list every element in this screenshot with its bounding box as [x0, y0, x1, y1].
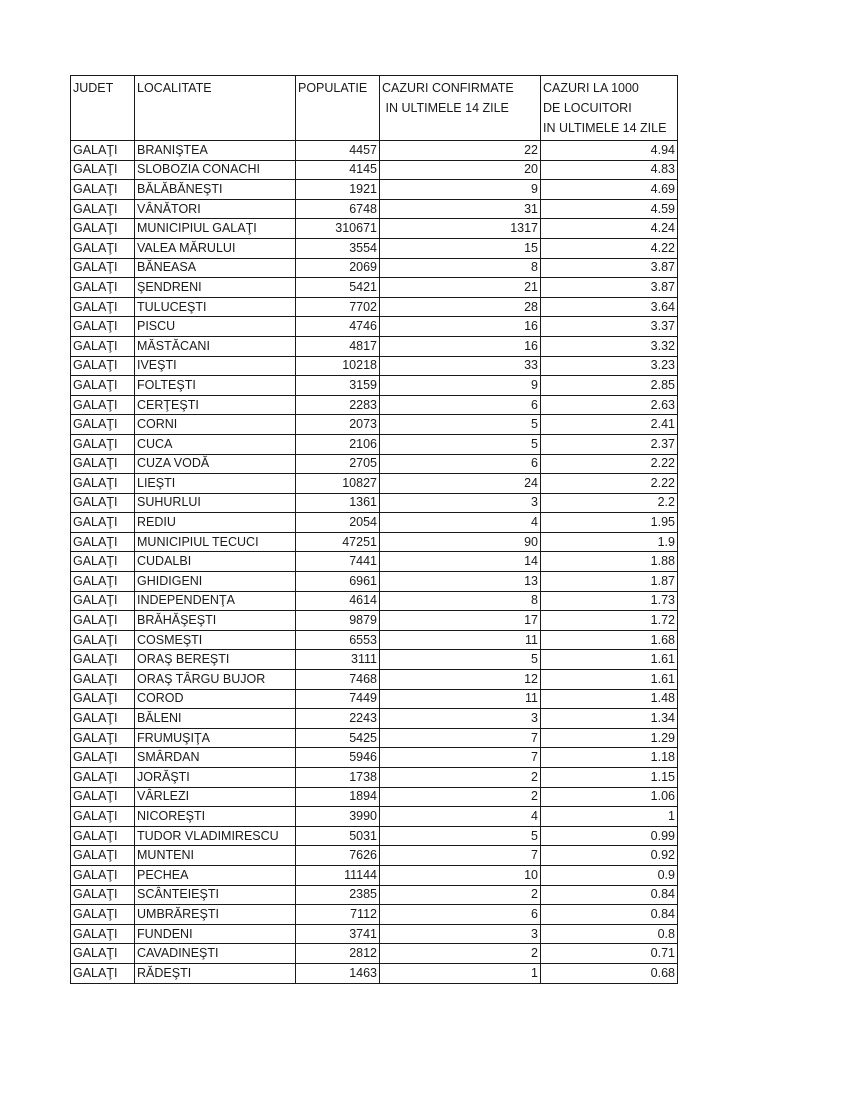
cell-judet: GALAŢI	[71, 454, 135, 474]
table-row	[71, 532, 678, 552]
cell-populatie: 3741	[296, 924, 380, 944]
cell-populatie: 2385	[296, 885, 380, 905]
cell-populatie: 6553	[296, 630, 380, 650]
cell-judet: GALAŢI	[71, 846, 135, 866]
table-row	[71, 395, 678, 415]
table-row	[71, 905, 678, 925]
table-row	[71, 238, 678, 258]
cell-populatie: 6961	[296, 572, 380, 592]
cell-populatie: 7626	[296, 846, 380, 866]
table-row	[71, 160, 678, 180]
table-row	[71, 787, 678, 807]
cell-cazuri: 16	[380, 336, 541, 356]
cell-rata: 2.41	[541, 415, 678, 435]
cell-cazuri: 6	[380, 905, 541, 925]
table-row	[71, 885, 678, 905]
cell-localitate: NICOREŞTI	[135, 807, 296, 827]
cell-cazuri: 31	[380, 199, 541, 219]
cell-cazuri: 14	[380, 552, 541, 572]
cell-judet: GALAŢI	[71, 611, 135, 631]
cell-cazuri: 17	[380, 611, 541, 631]
cell-localitate: SCÂNTEIEŞTI	[135, 885, 296, 905]
cell-rata: 0.71	[541, 944, 678, 964]
table-row	[71, 846, 678, 866]
cell-cazuri: 12	[380, 670, 541, 690]
cell-rata: 1.29	[541, 728, 678, 748]
cell-judet: GALAŢI	[71, 336, 135, 356]
cell-judet: GALAŢI	[71, 944, 135, 964]
cell-cazuri: 15	[380, 238, 541, 258]
cell-judet: GALAŢI	[71, 415, 135, 435]
cell-cazuri: 21	[380, 278, 541, 298]
table-row	[71, 650, 678, 670]
header-rata	[541, 76, 678, 141]
cell-cazuri: 28	[380, 297, 541, 317]
table-row	[71, 709, 678, 729]
cell-populatie: 7468	[296, 670, 380, 690]
cell-judet: GALAŢI	[71, 493, 135, 513]
cell-populatie: 2812	[296, 944, 380, 964]
cell-rata: 4.22	[541, 238, 678, 258]
cell-judet: GALAŢI	[71, 787, 135, 807]
cell-cazuri: 90	[380, 532, 541, 552]
table-row	[71, 826, 678, 846]
cell-cazuri: 9	[380, 376, 541, 396]
cell-populatie: 2243	[296, 709, 380, 729]
cell-judet: GALAŢI	[71, 434, 135, 454]
cell-judet: GALAŢI	[71, 826, 135, 846]
table-row	[71, 572, 678, 592]
cell-rata: 1.88	[541, 552, 678, 572]
table-row	[71, 924, 678, 944]
cell-judet: GALAŢI	[71, 689, 135, 709]
table-row	[71, 415, 678, 435]
cell-cazuri: 2	[380, 787, 541, 807]
cell-localitate: LIEŞTI	[135, 474, 296, 494]
cell-judet: GALAŢI	[71, 572, 135, 592]
cell-judet: GALAŢI	[71, 513, 135, 533]
cell-rata: 2.63	[541, 395, 678, 415]
cell-localitate: FUNDENI	[135, 924, 296, 944]
cell-populatie: 7702	[296, 297, 380, 317]
cell-populatie: 4457	[296, 141, 380, 161]
cell-localitate: COROD	[135, 689, 296, 709]
cell-cazuri: 16	[380, 317, 541, 337]
cell-cazuri: 8	[380, 258, 541, 278]
header-judet-label: JUDET	[73, 81, 114, 95]
header-row	[71, 76, 678, 141]
cell-rata: 4.83	[541, 160, 678, 180]
table-row	[71, 591, 678, 611]
cell-populatie: 11144	[296, 865, 380, 885]
cell-rata: 0.9	[541, 865, 678, 885]
cell-localitate: MUNICIPIUL TECUCI	[135, 532, 296, 552]
cell-cazuri: 22	[380, 141, 541, 161]
cell-rata: 1.72	[541, 611, 678, 631]
cell-rata: 0.84	[541, 905, 678, 925]
cell-cazuri: 7	[380, 846, 541, 866]
table-row	[71, 670, 678, 690]
table-row	[71, 493, 678, 513]
table-row	[71, 434, 678, 454]
cell-cazuri: 1317	[380, 219, 541, 239]
cell-populatie: 7441	[296, 552, 380, 572]
cell-localitate: ORAŞ TÂRGU BUJOR	[135, 670, 296, 690]
cell-localitate: COSMEŞTI	[135, 630, 296, 650]
cell-rata: 1.48	[541, 689, 678, 709]
table-row	[71, 865, 678, 885]
cell-populatie: 5946	[296, 748, 380, 768]
cell-rata: 2.2	[541, 493, 678, 513]
cell-cazuri: 6	[380, 454, 541, 474]
cell-rata: 1.61	[541, 650, 678, 670]
cell-cazuri: 9	[380, 180, 541, 200]
cell-populatie: 2054	[296, 513, 380, 533]
cell-localitate: JORĂŞTI	[135, 768, 296, 788]
cell-localitate: ORAŞ BEREŞTI	[135, 650, 296, 670]
cell-cazuri: 5	[380, 434, 541, 454]
cell-rata: 3.37	[541, 317, 678, 337]
header-cazuri	[380, 76, 541, 141]
cell-localitate: CUDALBI	[135, 552, 296, 572]
cell-localitate: CUCA	[135, 434, 296, 454]
cell-judet: GALAŢI	[71, 552, 135, 572]
cell-populatie: 1738	[296, 768, 380, 788]
cell-judet: GALAŢI	[71, 278, 135, 298]
cell-localitate: CUZA VODĂ	[135, 454, 296, 474]
cell-populatie: 1463	[296, 963, 380, 983]
cell-localitate: BĂLENI	[135, 709, 296, 729]
cell-rata: 1.95	[541, 513, 678, 533]
cell-judet: GALAŢI	[71, 199, 135, 219]
cell-localitate: INDEPENDENŢA	[135, 591, 296, 611]
cell-rata: 4.24	[541, 219, 678, 239]
cell-localitate: VALEA MĂRULUI	[135, 238, 296, 258]
cell-judet: GALAŢI	[71, 885, 135, 905]
cell-populatie: 1921	[296, 180, 380, 200]
table-row	[71, 219, 678, 239]
table-row	[71, 180, 678, 200]
cell-cazuri: 2	[380, 885, 541, 905]
table-row	[71, 944, 678, 964]
cell-populatie: 10218	[296, 356, 380, 376]
cell-populatie: 5425	[296, 728, 380, 748]
header-cazuri-line2: IN ULTIMELE 14 ZILE	[382, 101, 509, 115]
cell-rata: 3.87	[541, 258, 678, 278]
header-localitate	[135, 76, 296, 141]
cell-judet: GALAŢI	[71, 728, 135, 748]
header-judet	[71, 76, 135, 141]
cell-populatie: 4817	[296, 336, 380, 356]
table-row	[71, 728, 678, 748]
cell-rata: 3.87	[541, 278, 678, 298]
cell-localitate: ŞENDRENI	[135, 278, 296, 298]
cell-rata: 1.73	[541, 591, 678, 611]
cell-localitate: REDIU	[135, 513, 296, 533]
cell-rata: 0.92	[541, 846, 678, 866]
table-row	[71, 356, 678, 376]
cell-judet: GALAŢI	[71, 670, 135, 690]
cell-populatie: 7112	[296, 905, 380, 925]
table-row	[71, 454, 678, 474]
table-row	[71, 963, 678, 983]
cell-rata: 1.18	[541, 748, 678, 768]
cell-rata: 4.94	[541, 141, 678, 161]
cell-cazuri: 7	[380, 728, 541, 748]
cell-populatie: 9879	[296, 611, 380, 631]
cell-rata: 0.8	[541, 924, 678, 944]
cell-populatie: 2073	[296, 415, 380, 435]
header-cazuri-line1: CAZURI CONFIRMATE	[382, 81, 514, 95]
cell-populatie: 2705	[296, 454, 380, 474]
cell-rata: 1.87	[541, 572, 678, 592]
cell-populatie: 1361	[296, 493, 380, 513]
cell-cazuri: 3	[380, 709, 541, 729]
cell-populatie: 3159	[296, 376, 380, 396]
cell-localitate: SUHURLUI	[135, 493, 296, 513]
cell-judet: GALAŢI	[71, 865, 135, 885]
cell-judet: GALAŢI	[71, 591, 135, 611]
cell-populatie: 47251	[296, 532, 380, 552]
cell-localitate: PISCU	[135, 317, 296, 337]
table-row	[71, 474, 678, 494]
cell-localitate: CORNI	[135, 415, 296, 435]
cell-localitate: BRANIŞTEA	[135, 141, 296, 161]
cell-judet: GALAŢI	[71, 474, 135, 494]
cell-rata: 3.32	[541, 336, 678, 356]
cell-populatie: 5421	[296, 278, 380, 298]
cell-cazuri: 13	[380, 572, 541, 592]
cell-judet: GALAŢI	[71, 395, 135, 415]
cell-populatie: 3111	[296, 650, 380, 670]
cell-rata: 2.37	[541, 434, 678, 454]
table-body	[71, 141, 678, 984]
cell-rata: 4.69	[541, 180, 678, 200]
cell-populatie: 310671	[296, 219, 380, 239]
cell-cazuri: 33	[380, 356, 541, 376]
table-row	[71, 630, 678, 650]
cell-rata: 2.85	[541, 376, 678, 396]
cell-judet: GALAŢI	[71, 160, 135, 180]
cell-judet: GALAŢI	[71, 924, 135, 944]
cell-localitate: SLOBOZIA CONACHI	[135, 160, 296, 180]
table-row	[71, 141, 678, 161]
cell-populatie: 6748	[296, 199, 380, 219]
table-row	[71, 376, 678, 396]
cell-judet: GALAŢI	[71, 297, 135, 317]
cell-rata: 0.84	[541, 885, 678, 905]
cell-rata: 4.59	[541, 199, 678, 219]
cell-cazuri: 1	[380, 963, 541, 983]
cell-cazuri: 5	[380, 650, 541, 670]
cell-judet: GALAŢI	[71, 376, 135, 396]
header-rata-line2: DE LOCUITORI	[543, 101, 632, 115]
cell-localitate: CERŢEŞTI	[135, 395, 296, 415]
cell-judet: GALAŢI	[71, 356, 135, 376]
cell-populatie: 4614	[296, 591, 380, 611]
header-localitate-label: LOCALITATE	[137, 81, 212, 95]
table-row	[71, 768, 678, 788]
cell-localitate: MUNTENI	[135, 846, 296, 866]
cell-rata: 2.22	[541, 474, 678, 494]
cell-localitate: RĂDEŞTI	[135, 963, 296, 983]
header-populatie-label: POPULATIE	[298, 81, 368, 95]
cell-cazuri: 2	[380, 944, 541, 964]
table-row	[71, 258, 678, 278]
cell-judet: GALAŢI	[71, 141, 135, 161]
table-row	[71, 748, 678, 768]
cell-rata: 0.99	[541, 826, 678, 846]
cell-localitate: FRUMUŞIŢA	[135, 728, 296, 748]
cell-populatie: 2283	[296, 395, 380, 415]
cell-populatie: 10827	[296, 474, 380, 494]
cell-rata: 1	[541, 807, 678, 827]
cell-cazuri: 3	[380, 493, 541, 513]
cell-localitate: IVEŞTI	[135, 356, 296, 376]
cell-localitate: CAVADINEŞTI	[135, 944, 296, 964]
cell-populatie: 1894	[296, 787, 380, 807]
cell-localitate: SMÂRDAN	[135, 748, 296, 768]
table-row	[71, 689, 678, 709]
cell-rata: 3.64	[541, 297, 678, 317]
cell-localitate: GHIDIGENI	[135, 572, 296, 592]
cell-rata: 1.9	[541, 532, 678, 552]
cell-localitate: BĂLĂBĂNEŞTI	[135, 180, 296, 200]
cell-localitate: MUNICIPIUL GALAŢI	[135, 219, 296, 239]
cell-judet: GALAŢI	[71, 219, 135, 239]
cell-rata: 1.34	[541, 709, 678, 729]
cell-rata: 1.15	[541, 768, 678, 788]
cell-localitate: VÂRLEZI	[135, 787, 296, 807]
cell-populatie: 2106	[296, 434, 380, 454]
cell-rata: 1.61	[541, 670, 678, 690]
cell-localitate: PECHEA	[135, 865, 296, 885]
cell-cazuri: 11	[380, 689, 541, 709]
cell-judet: GALAŢI	[71, 748, 135, 768]
cell-populatie: 4746	[296, 317, 380, 337]
cell-judet: GALAŢI	[71, 807, 135, 827]
cell-localitate: UMBRĂREŞTI	[135, 905, 296, 925]
cell-rata: 1.06	[541, 787, 678, 807]
cell-judet: GALAŢI	[71, 258, 135, 278]
cell-judet: GALAŢI	[71, 905, 135, 925]
header-rata-line1: CAZURI LA 1000	[543, 81, 639, 95]
cell-judet: GALAŢI	[71, 963, 135, 983]
cell-judet: GALAŢI	[71, 532, 135, 552]
cell-cazuri: 11	[380, 630, 541, 650]
cell-cazuri: 8	[380, 591, 541, 611]
table-row	[71, 513, 678, 533]
cell-cazuri: 7	[380, 748, 541, 768]
cell-cazuri: 5	[380, 826, 541, 846]
table-row	[71, 336, 678, 356]
table-row	[71, 807, 678, 827]
cell-localitate: BĂNEASA	[135, 258, 296, 278]
covid-cases-table	[70, 75, 678, 984]
cell-judet: GALAŢI	[71, 317, 135, 337]
cell-populatie: 3554	[296, 238, 380, 258]
cell-judet: GALAŢI	[71, 630, 135, 650]
table-row	[71, 552, 678, 572]
cell-localitate: MĂSTĂCANI	[135, 336, 296, 356]
cell-cazuri: 6	[380, 395, 541, 415]
cell-populatie: 5031	[296, 826, 380, 846]
table-row	[71, 317, 678, 337]
cell-localitate: VÂNĂTORI	[135, 199, 296, 219]
cell-cazuri: 5	[380, 415, 541, 435]
cell-cazuri: 10	[380, 865, 541, 885]
header-populatie	[296, 76, 380, 141]
cell-cazuri: 24	[380, 474, 541, 494]
cell-cazuri: 4	[380, 513, 541, 533]
table-row	[71, 297, 678, 317]
cell-populatie: 4145	[296, 160, 380, 180]
table-row	[71, 199, 678, 219]
cell-cazuri: 20	[380, 160, 541, 180]
cell-rata: 3.23	[541, 356, 678, 376]
cell-populatie: 2069	[296, 258, 380, 278]
cell-judet: GALAŢI	[71, 238, 135, 258]
cell-rata: 2.22	[541, 454, 678, 474]
header-rata-line3: IN ULTIMELE 14 ZILE	[543, 121, 667, 135]
table-row	[71, 611, 678, 631]
cell-judet: GALAŢI	[71, 180, 135, 200]
cell-judet: GALAŢI	[71, 650, 135, 670]
cell-localitate: BRĂHĂŞEŞTI	[135, 611, 296, 631]
cell-localitate: TULUCEŞTI	[135, 297, 296, 317]
cell-cazuri: 3	[380, 924, 541, 944]
cell-rata: 1.68	[541, 630, 678, 650]
cell-judet: GALAŢI	[71, 768, 135, 788]
cell-localitate: FOLTEŞTI	[135, 376, 296, 396]
cell-cazuri: 4	[380, 807, 541, 827]
cell-populatie: 7449	[296, 689, 380, 709]
cell-populatie: 3990	[296, 807, 380, 827]
cell-cazuri: 2	[380, 768, 541, 788]
cell-rata: 0.68	[541, 963, 678, 983]
table-row	[71, 278, 678, 298]
cell-judet: GALAŢI	[71, 709, 135, 729]
cell-localitate: TUDOR VLADIMIRESCU	[135, 826, 296, 846]
